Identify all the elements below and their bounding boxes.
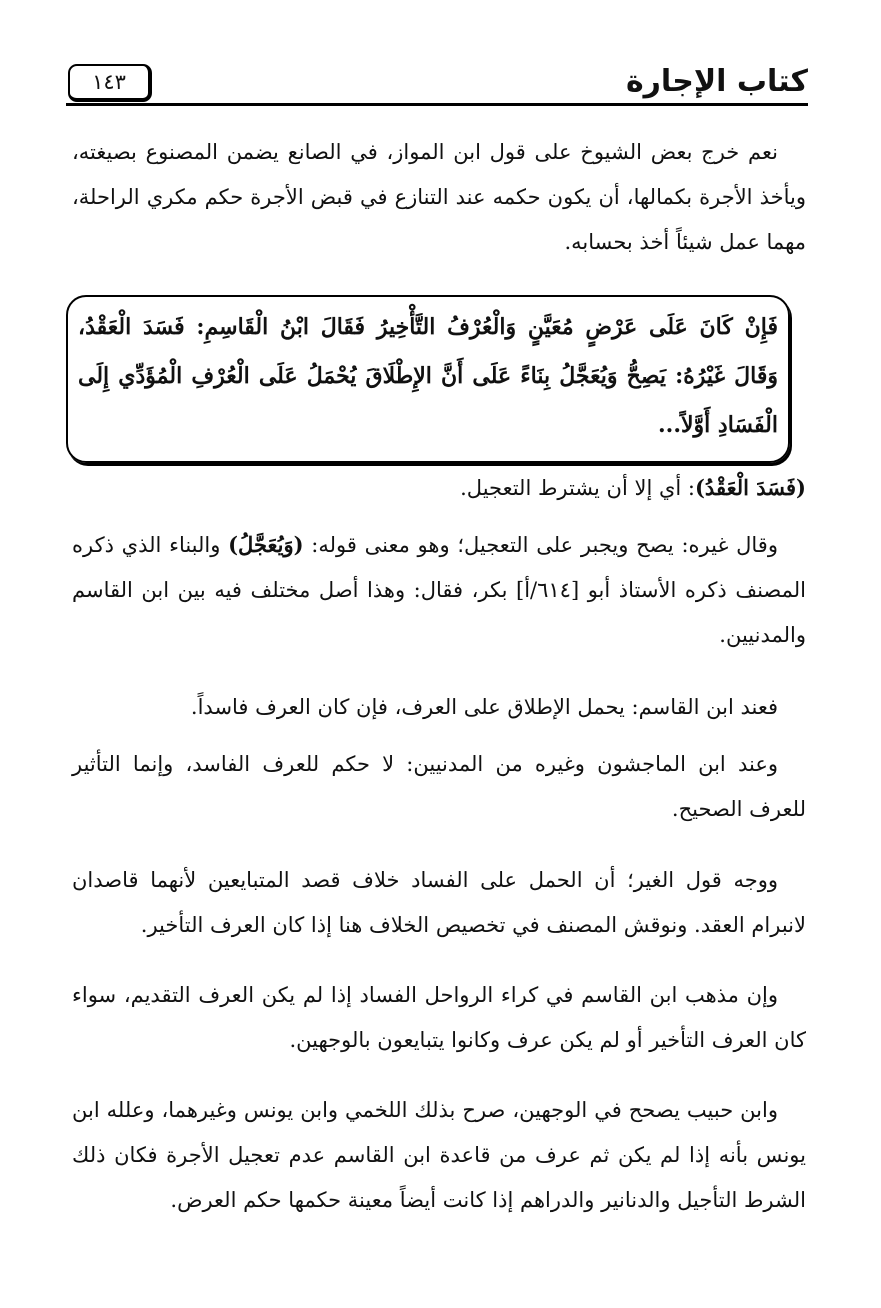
paragraph-3-start: وقال غيره: يصح ويجبر على التعجيل؛ وهو معنى قوله: [303,533,778,557]
paragraph-8: وابن حبيب يصحح في الوجهين، صرح بذلك اللخمي وابن يونس وغيرهما، وعلله ابن يونس بأنه إذا لم يكن ثم عرف من قاعدة ابن القاسم عدم تعجيل الأجرة فكان ذلك الشرط التأجيل والدنانير والدراهم إذا كانت أيضاً معينة حكمها حكم العرض. [72,1098,806,1212]
matn-text: فَإِنْ كَانَ عَلَى عَرْضٍ مُعَيَّنٍ وَالْعُرْفُ التَّأْخِيرُ فَقَالَ ابْنُ الْقَاسِمِ: فَسَدَ الْعَقْدُ، وَقَالَ غَيْرُهُ: يَصِحُّ وَيُعَجَّلُ بِنَاءً عَلَى أَنَّ الإِطْلَاقَ يُحْمَلُ عَلَى الْعُرْفِ الْمُؤَدِّي إِلَى الْفَسَادِ أَوَّلاً... [78,314,778,438]
header-rule [66,103,808,106]
paragraph-3-rest: والبناء الذي ذكره المصنف ذكره الأستاذ أبو [٦١٤/أ] بكر، فقال: وهذا أصل مختلف فيه بين ابن القاسم والمدنيين. [72,533,807,647]
paragraph-7: وإن مذهب ابن القاسم في كراء الرواحل الفساد إذا لم يكن العرف التقديم، سواء كان العرف التأخير أو لم يكن عرف وكانوا يتبايعون بالوجهين. [72,983,806,1052]
book-title: كتاب الإجارة [625,64,808,99]
quoted-term: (وَيُعَجَّلُ) [228,532,304,557]
paragraph-2-text: : أي إلا أن يشترط التعجيل. [460,476,695,500]
paragraph-3 [72,522,806,658]
paragraph-1: نعم خرج بعض الشيوخ على قول ابن المواز، في الصانع يضمن المصنوع بصيغته، ويأخذ الأجرة بكمالها، أن يكون حكمه عند التنازع في قبض الأجرة حكم مكري الراحلة، مهما عمل شيئاً أخذ بحسابه. [72,140,806,254]
matn-box [66,295,790,463]
page-number: ١٤٣ [68,64,152,102]
commented-term: (فَسَدَ الْعَقْدُ) [695,475,806,500]
paragraph-2 [72,465,806,511]
paragraph-4: فعند ابن القاسم: يحمل الإطلاق على العرف، فإن كان العرف فاسداً. [190,695,778,719]
page-header [66,60,808,106]
paragraph-6: ووجه قول الغير؛ أن الحمل على الفساد خلاف قصد المتبايعين لأنهما قاصدان لانبرام العقد. ونوقش المصنف في تخصيص الخلاف هنا إذا كان العرف التأخير. [72,868,806,937]
paragraph-5: وعند ابن الماجشون وغيره من المدنيين: لا حكم للعرف الفاسد، وإنما التأثير للعرف الصحيح. [72,752,806,821]
